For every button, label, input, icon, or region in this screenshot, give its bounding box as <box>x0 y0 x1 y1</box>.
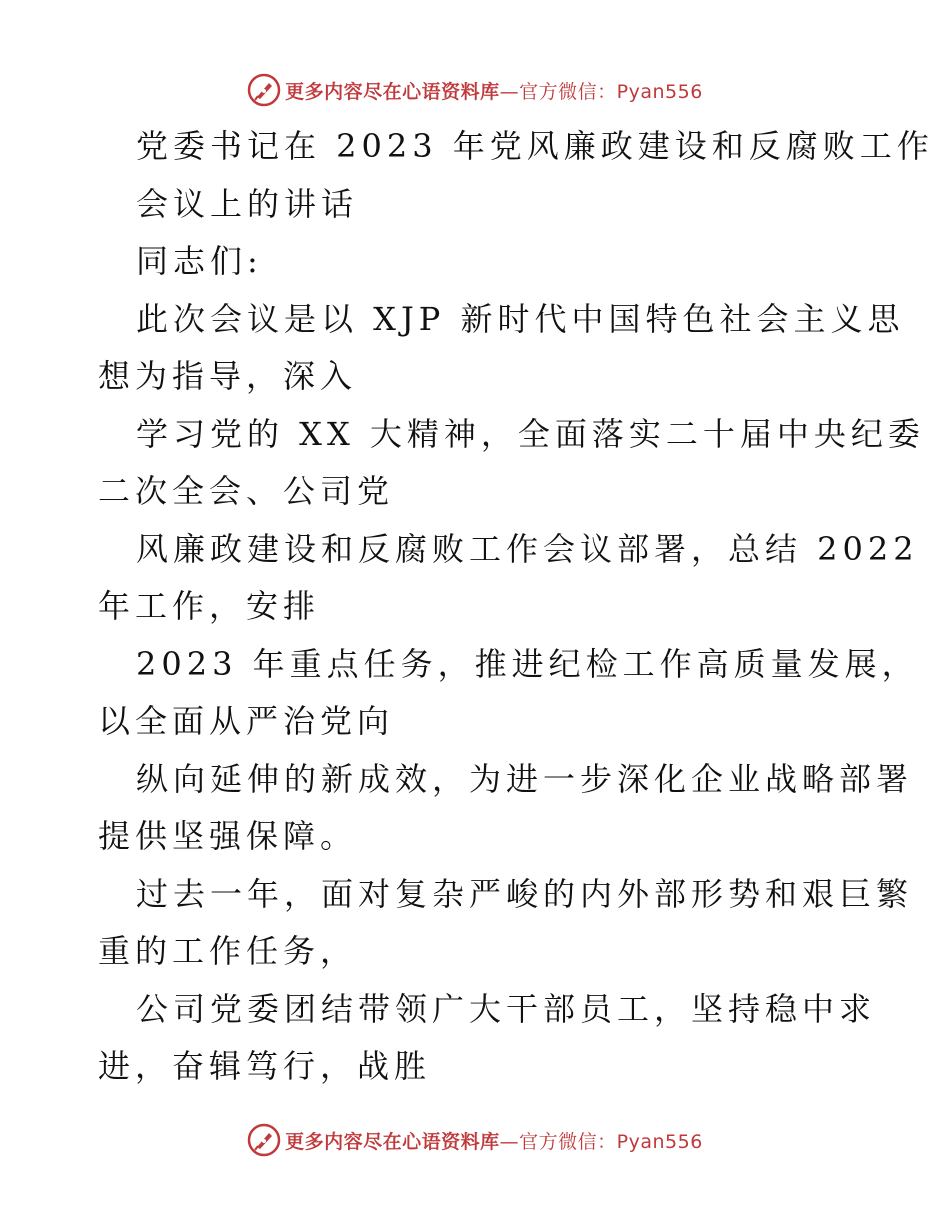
text-line: 年工作，安排 <box>98 587 321 625</box>
watermark-separator: — <box>499 80 520 103</box>
text-line: 同志们: <box>136 242 263 280</box>
pen-nib-circle-icon <box>247 73 281 107</box>
watermark-brand: 更多内容尽在心语资料库 <box>285 1130 500 1153</box>
text-line: 公司党委团结带领广大干部员工，坚持稳中求 <box>136 989 877 1028</box>
text-line: 此次会议是以 XJP 新时代中国特色社会主义思 <box>136 299 905 338</box>
text-line: 会议上的讲话 <box>136 184 359 223</box>
text-line: 党委书记在 2023 年党风廉政建设和反腐败工作 <box>136 127 934 165</box>
watermark-wechat: 官方微信：Pyan556 <box>519 1130 703 1153</box>
header-watermark <box>0 70 950 110</box>
text-line: 以全面从严治党向 <box>98 702 395 740</box>
watermark-wechat: 官方微信：Pyan556 <box>519 80 703 103</box>
text-line: 学习党的 XX 大精神，全面落实二十届中央纪委 <box>136 414 925 453</box>
watermark-brand: 更多内容尽在心语资料库 <box>285 80 500 103</box>
text-line: 纵向延伸的新成效，为进一步深化企业战略部署 <box>136 759 914 798</box>
footer-watermark <box>0 1120 950 1160</box>
pen-nib-circle-icon <box>247 1123 281 1157</box>
text-line: 过去一年，面对复杂严峻的内外部形势和艰巨繁 <box>136 874 914 913</box>
text-line: 风廉政建设和反腐败工作会议部署，总结 2022 <box>136 529 919 568</box>
text-line: 2023 年重点任务，推进纪检工作高质量发展， <box>136 644 919 683</box>
text-line: 重的工作任务， <box>98 932 358 970</box>
watermark-separator: — <box>499 1130 520 1153</box>
text-line: 二次全会、公司党 <box>98 472 395 510</box>
text-line: 提供坚强保障。 <box>98 817 358 855</box>
watermark-text <box>285 77 703 104</box>
text-line: 进，奋辑笃行，战胜 <box>98 1047 432 1085</box>
watermark-text <box>285 1127 703 1154</box>
text-line: 想为指导，深入 <box>98 357 358 395</box>
document-body <box>98 118 934 1096</box>
